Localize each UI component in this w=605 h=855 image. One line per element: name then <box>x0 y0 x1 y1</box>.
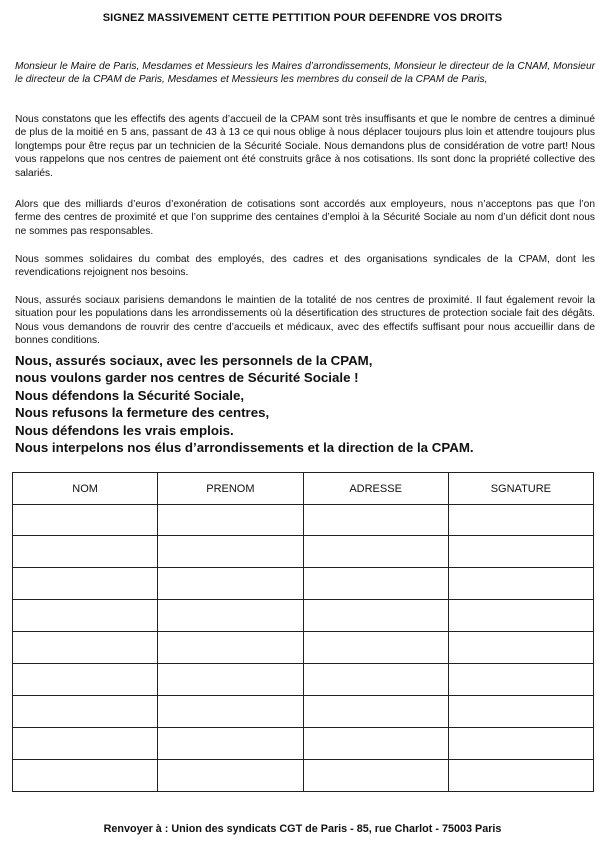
cell-nom[interactable] <box>13 760 158 792</box>
column-header-prenom: PRENOM <box>158 473 303 505</box>
slogan-line: Nous défendons les vrais emplois. <box>15 422 234 438</box>
cell-signature[interactable] <box>448 632 593 664</box>
signature-table <box>12 472 594 792</box>
return-address: Renvoyer à : Union des syndicats CGT de Paris - 85, rue Charlot - 75003 Paris <box>103 823 502 835</box>
cell-nom[interactable] <box>13 696 158 728</box>
cell-adresse[interactable] <box>303 696 448 728</box>
cell-prenom[interactable] <box>158 600 303 632</box>
cell-signature[interactable] <box>448 664 593 696</box>
signature-rows <box>13 505 594 792</box>
cell-nom[interactable] <box>13 568 158 600</box>
table-row <box>13 760 594 792</box>
cell-adresse[interactable] <box>303 760 448 792</box>
addressee-block: Monsieur le Maire de Paris, Mesdames et Messieurs les Maires d’arrondissements, Monsieur le directeur de la CNAM, Monsieur le directeur de la CPAM de Paris, Mesdames et Messieurs les membres du conseil de la CPAM de Paris, <box>15 61 595 85</box>
cell-prenom[interactable] <box>158 760 303 792</box>
cell-nom[interactable] <box>13 505 158 536</box>
cell-signature[interactable] <box>448 728 593 760</box>
table-row <box>13 536 594 568</box>
table-row <box>13 696 594 728</box>
slogan-line: Nous, assurés sociaux, avec les personnels de la CPAM, <box>15 353 373 368</box>
cell-adresse[interactable] <box>303 664 448 696</box>
table-row <box>13 728 594 760</box>
cell-prenom[interactable] <box>158 505 303 536</box>
table-row <box>13 664 594 696</box>
cell-signature[interactable] <box>448 696 593 728</box>
paragraph: Nous, assurés sociaux parisiens demandons le maintien de la totalité de nos centres de proximité. Il faut également revoir la situation pour les populations dans les arrondissements où la désertification des structures de protection sociale fait des dégâts. Nous vous demandons de rouvrir des centre d’accueils et médicaux, avec des effectifs suffisant pour nous accueillir dans de bonnes conditions. <box>15 295 595 347</box>
slogan-line: Nous défendons la Sécurité Sociale, <box>15 387 245 403</box>
table-header-row <box>13 473 594 505</box>
cell-adresse[interactable] <box>303 728 448 760</box>
cell-prenom[interactable] <box>158 568 303 600</box>
cell-prenom[interactable] <box>158 664 303 696</box>
cell-nom[interactable] <box>13 728 158 760</box>
table-row <box>13 632 594 664</box>
cell-signature[interactable] <box>448 600 593 632</box>
paragraph: Nous constatons que les effectifs des agents d’accueil de la CPAM sont très insuffisants et que le nombre de centres a diminué de plus de la moitié en 5 ans, passant de 43 à 13 ce qui nous oblige à nous déplacer toujours plus loin et attendre toujours plus longtemps pour être reçus par un technicien de la Sécurité Sociale. Nous demandons plus de considération de votre part! Nous vous rappelons que nos centres de paiement ont été construits grâce à nos cotisations. Ils sont donc la propriété collective des salariés. <box>15 114 595 179</box>
column-header-adresse: ADRESSE <box>303 473 448 505</box>
slogan-line: Nous interpelons nos élus d’arrondissements et la direction de la CPAM. <box>15 440 474 456</box>
cell-nom[interactable] <box>13 536 158 568</box>
cell-signature[interactable] <box>448 760 593 792</box>
slogan-line: nous voulons garder nos centres de Sécurité Sociale ! <box>15 370 359 386</box>
cell-prenom[interactable] <box>158 536 303 568</box>
page-title: SIGNEZ MASSIVEMENT CETTE PETTITION POUR DEFENDRE VOS DROITS <box>102 12 503 24</box>
cell-adresse[interactable] <box>303 568 448 600</box>
column-header-nom: NOM <box>13 473 158 505</box>
cell-signature[interactable] <box>448 568 593 600</box>
cell-adresse[interactable] <box>303 505 448 536</box>
cell-nom[interactable] <box>13 600 158 632</box>
cell-prenom[interactable] <box>158 728 303 760</box>
paragraph: Nous sommes solidaires du combat des employés, des cadres et des organisations syndicales de la CPAM, dont les revendications rejoignent nos besoins. <box>15 254 595 279</box>
cell-nom[interactable] <box>13 664 158 696</box>
cell-adresse[interactable] <box>303 600 448 632</box>
cell-prenom[interactable] <box>158 696 303 728</box>
slogan-line: Nous refusons la fermeture des centres, <box>15 405 270 421</box>
table-row <box>13 505 594 536</box>
paragraph: Alors que des milliards d’euros d’exonération de cotisations sont accordés aux employeurs, nous n’acceptons pas que l’on ferme des centres de proximité et que l’on supprime des centaines d’emploi à la Sécurité Sociale au nom d’un déficit dont nous ne sommes pas responsables. <box>15 199 595 237</box>
cell-prenom[interactable] <box>158 632 303 664</box>
column-header-signature: SGNATURE <box>448 473 593 505</box>
table-row <box>13 568 594 600</box>
table-row <box>13 600 594 632</box>
cell-adresse[interactable] <box>303 536 448 568</box>
cell-nom[interactable] <box>13 632 158 664</box>
cell-signature[interactable] <box>448 536 593 568</box>
slogan-block <box>15 352 595 456</box>
cell-signature[interactable] <box>448 505 593 536</box>
cell-adresse[interactable] <box>303 632 448 664</box>
